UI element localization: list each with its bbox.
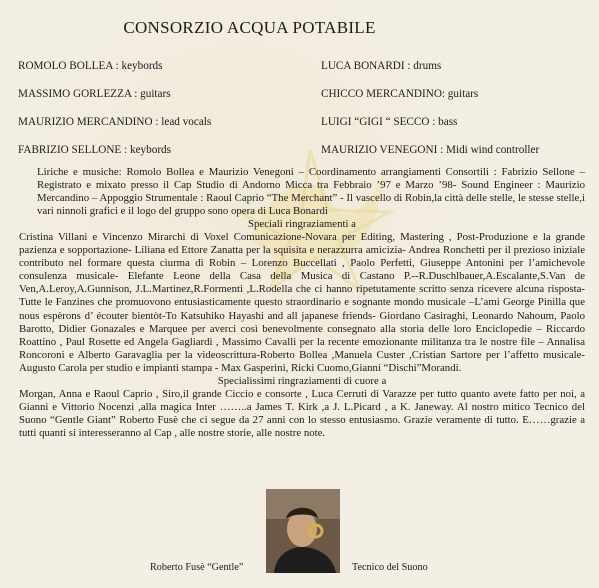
credits-paragraph: Liriche e musiche: Romolo Bollea e Maurizio Venegoni – Coordinamento arrangiamenti Consortili : Fabrizio Sellone – Registrato e mixato presso il Cap Studio di Andorno Micca tra Febbraio ’97 e Marzo ’98- Sound Engineer : Maurizio Mercandino – Appoggio Strumentale : Raoul Caprio “The Merchant” - Il vascello di Robin,la città delle stelle, le stesse stelle,i vari ninnoli grafici e il logo del gruppo sono opera di Luca Bonardi — [37, 166, 585, 218]
member-line: MAURIZIO MERCANDINO : lead vocals — [18, 116, 212, 128]
member-line: FABRIZIO SELLONE : keybords — [18, 144, 171, 156]
thanks-paragraph: Cristina Villani e Vincenzo Mirarchi di Voxel Comunicazione-Novara per Editing, Mastering , Post-Produzione e la grande pazienza e sopportazione- Liliana ed Ettore Zanatta per la squisita e nerazzurra amicizia- Andrea Ronchetti per il prezioso iniziale contributo nel formare questa ciurma di Robin – Lorenzo Buccellati , Paolo Perfetti, Giuseppe Antonini per l’amichevole consulenza musicale- Elefante Leone della Casa della Musica di Castano P.--R.Duschlbauer,A.Escalante,S.Van de Ven,A.Leroy,A.Gunnison, J.L.Martinez,R.Formenti ,L.Rodella che ci hanno ripetutamente scritto senza ricevere alcuna risposta-Tutte le Fanzines che promuovono entusiasticamente questo straordinario e sognante mondo musicale –L’ami George Pinilla que nous espèrons d’ écouter bientòt-To Katsuhiko Hayashi and all japanese friends- Giordano Casiraghi, Leonardo Nahoum, Paolo Barotto, Didier Gonazales e Marquee per averci così benevolmente consegnato alla storia delle loro Enciclopedie – Riccardo Roattino , Paul Rosette ed Angela Gagliardi , Massimo Cavalli per la recente emozionante militanza tra le nostre file – Annalisa Roncoroni e Alberto Garavaglia per la videoscrittura-Roberto Bollea ,Manuela Custer ,Cristian Sartore per l’affetto musicale-Augusto Carola per studio e impianti stampa - Max Gasperini, Ricki Cuomo,Gianni “Dischi”Morandi. — [19, 231, 585, 374]
photo-caption-role: Tecnico del Suono — [352, 562, 428, 573]
member-line: CHICCO MERCANDINO: guitars — [321, 88, 479, 100]
thanks-heading: Speciali ringraziamenti a — [248, 218, 356, 231]
special-thanks-heading: Specialissimi ringraziamenti di cuore a — [217, 374, 387, 387]
page-title: CONSORZIO ACQUA POTABILE — [123, 18, 376, 37]
portrait-photo — [266, 489, 340, 573]
credits-text — [19, 166, 585, 440]
member-line: MAURIZIO VENEGONI : Midi wind controller — [321, 144, 540, 156]
photo-caption-name: Roberto Fusè “Gentle” — [150, 562, 244, 573]
member-line: LUIGI “GIGI “ SECCO : bass — [321, 116, 458, 128]
member-line: LUCA BONARDI : drums — [321, 60, 442, 72]
member-line: ROMOLO BOLLEA : keybords — [18, 60, 163, 72]
member-line: MASSIMO GORLEZZA : guitars — [18, 88, 171, 100]
special-thanks-paragraph: Morgan, Anna e Raoul Caprio , Siro,il grande Ciccio e consorte , Luca Cerruti di Varazze per tutto quanto avete fatto per noi, a Gianni e Vittorio Nocenzi ,alla magica Inter ……..a James T. Kirk ,a J. L.Picard , a K. Janeway. Al nostro mitico Tecnico del Suono “Gentle Giant” Roberto Fusè che ci segue da 27 anni con lo stesso entusiasmo. Grazie veramente di tutto. E……grazie a tutti quanti si interesseranno al Cap , alle nostre storie, alle nostre note. — [19, 387, 585, 439]
